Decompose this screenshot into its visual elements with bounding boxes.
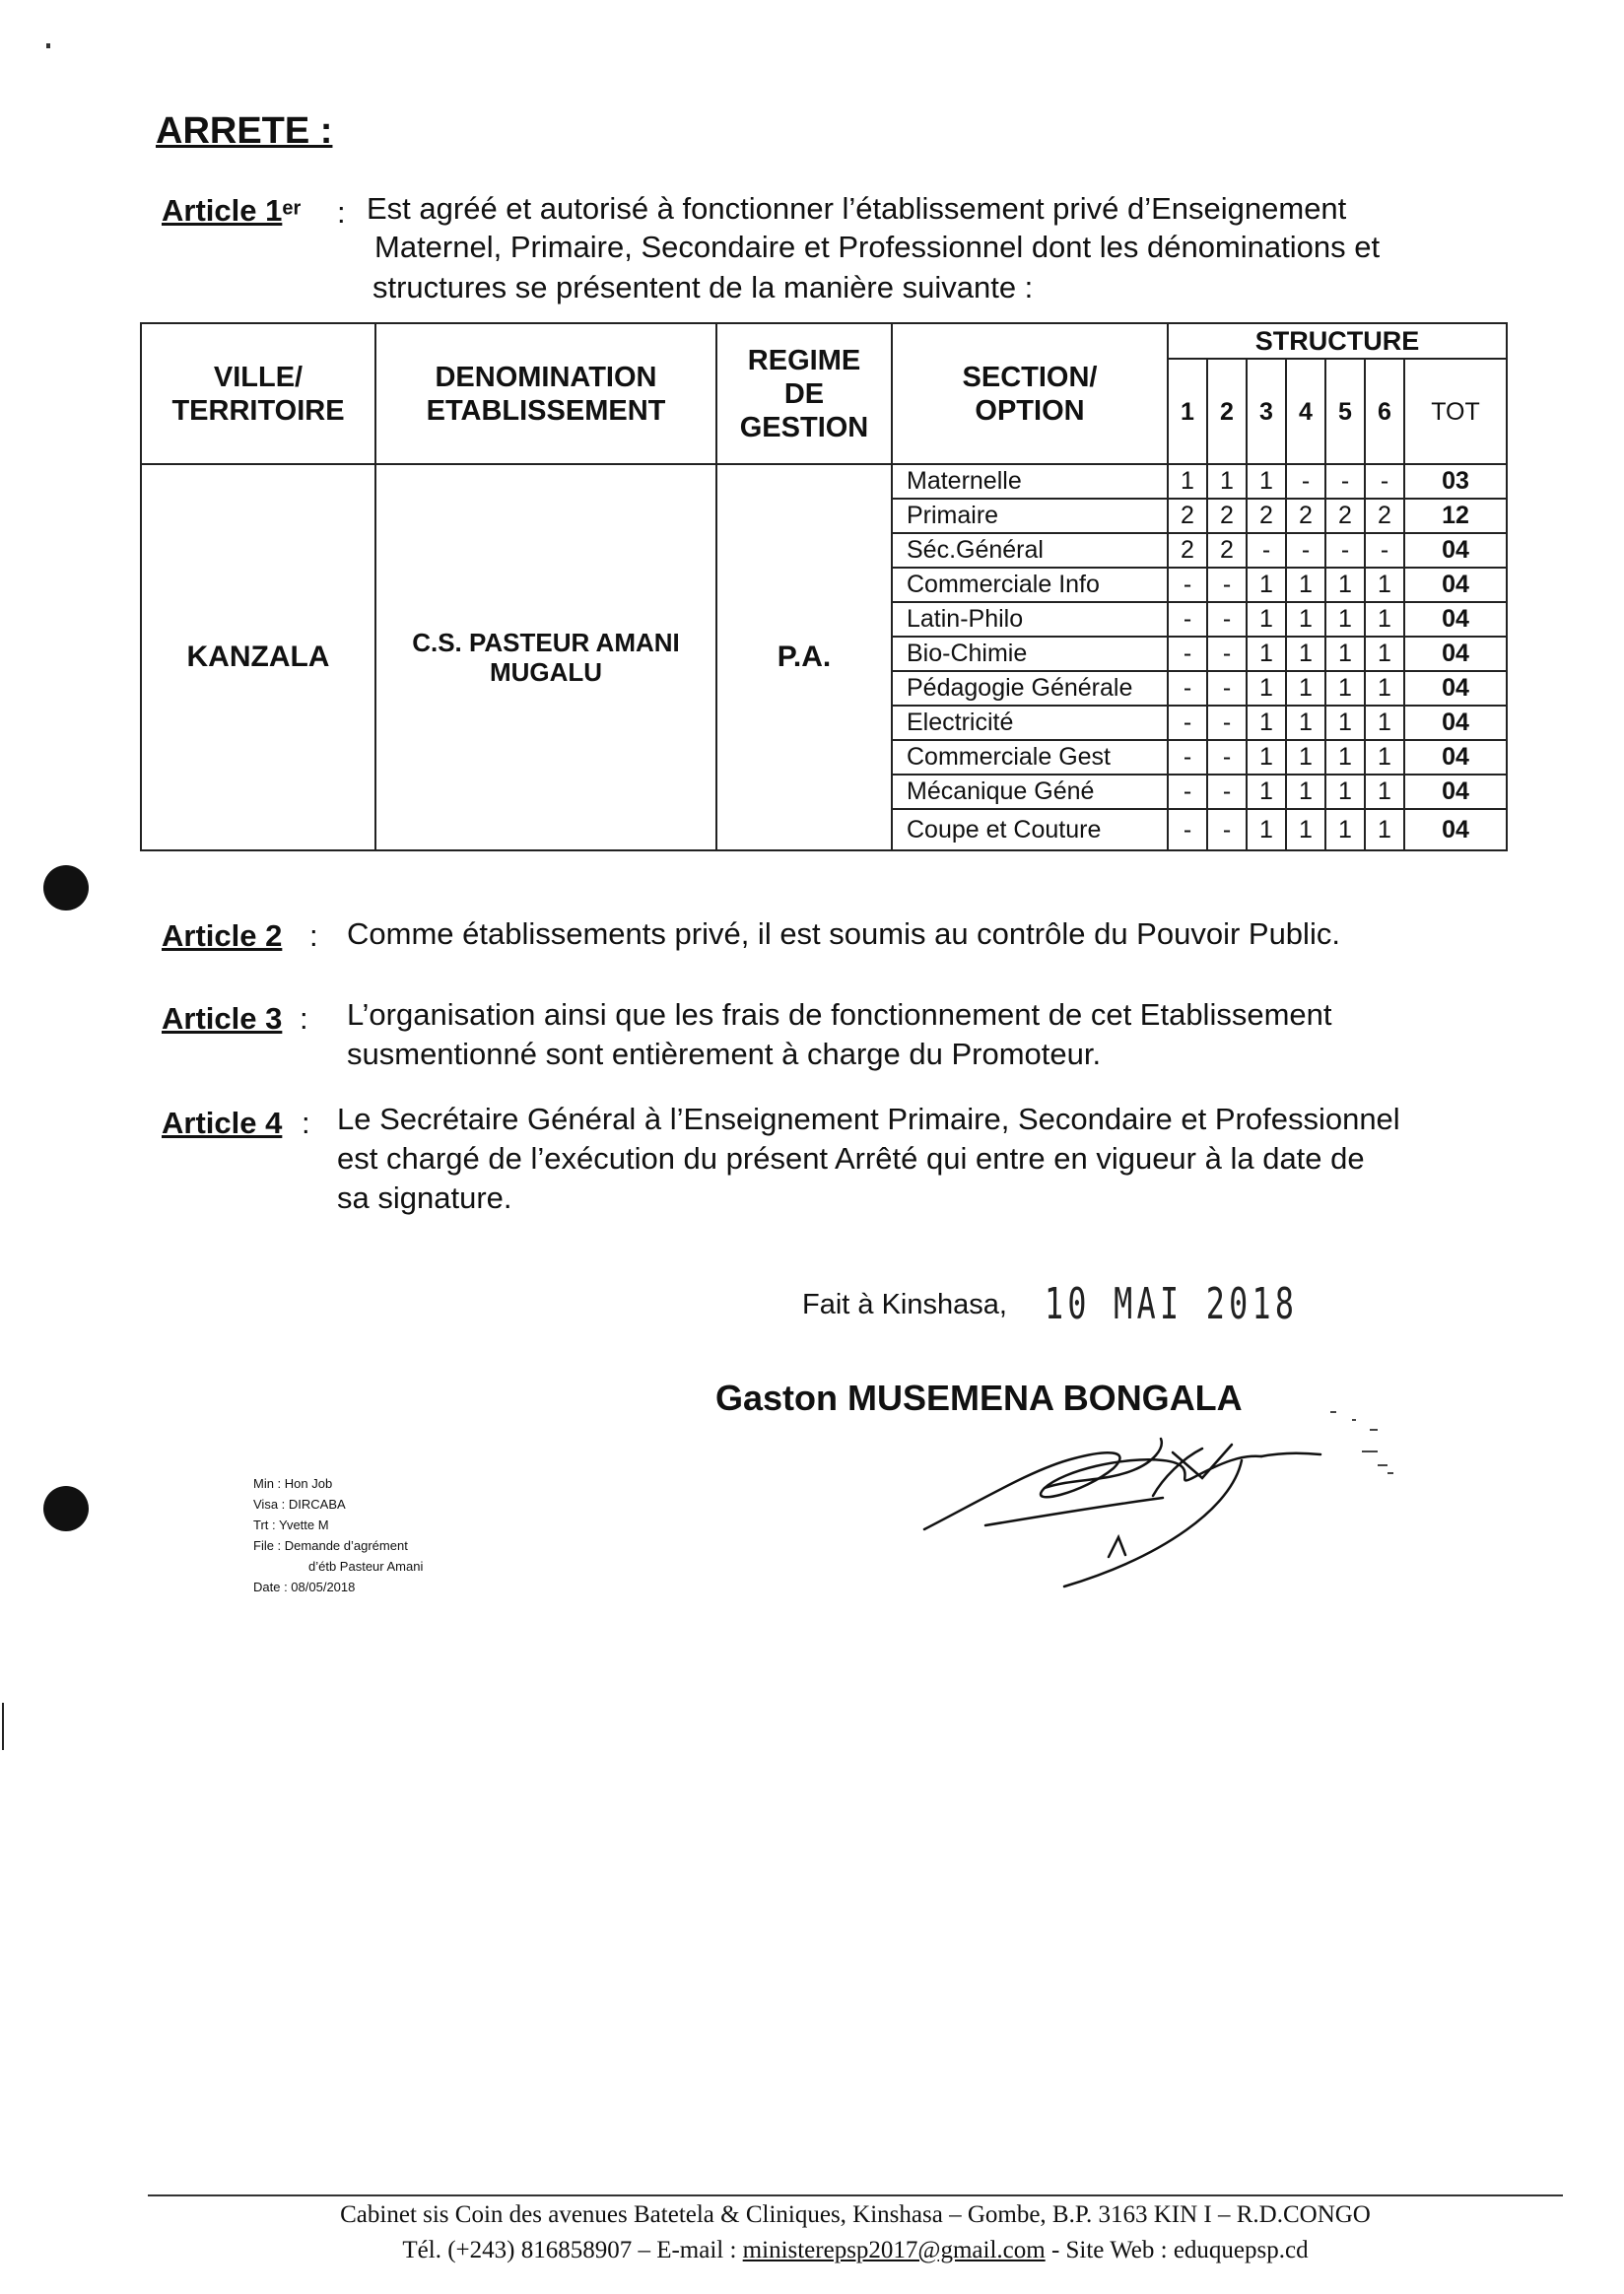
cell-section: Bio-Chimie	[892, 637, 1168, 671]
header-denomination: DENOMINATION ETABLISSEMENT	[375, 323, 716, 464]
article-4-label: Article 4	[162, 1106, 283, 1140]
cell-total: 04	[1404, 706, 1507, 740]
punch-hole-bottom	[43, 1486, 89, 1531]
cell-year-3: 2	[1247, 499, 1286, 533]
memo-line: Date : 08/05/2018	[253, 1580, 356, 1594]
cell-section: Commerciale Info	[892, 568, 1168, 602]
cell-year-4: 1	[1286, 706, 1325, 740]
cell-total: 04	[1404, 671, 1507, 706]
article-3-colon: :	[300, 1001, 308, 1036]
cell-year-5: 1	[1325, 706, 1365, 740]
header-structure: STRUCTURE	[1168, 323, 1507, 359]
cell-year-2: -	[1207, 706, 1247, 740]
cell-year-5: 1	[1325, 568, 1365, 602]
cell-year-2: -	[1207, 775, 1247, 809]
cell-total: 04	[1404, 740, 1507, 775]
footer-phone: Tél. (+243) 816858907 – E-mail :	[402, 2237, 743, 2263]
article-1-line-2: Maternel, Primaire, Secondaire et Professionnel dont les dénominations et	[374, 230, 1381, 264]
date-stamp: 10 MAI 2018	[1045, 1279, 1299, 1329]
cell-ville: KANZALA	[141, 464, 375, 850]
cell-year-2: -	[1207, 671, 1247, 706]
cell-year-1: -	[1168, 740, 1207, 775]
header-col-5: 5	[1325, 359, 1365, 464]
cell-year-6: 1	[1365, 568, 1404, 602]
memo-line: Min : Hon Job	[253, 1476, 333, 1491]
header-col-2: 2	[1207, 359, 1247, 464]
cell-year-1: -	[1168, 568, 1207, 602]
cell-year-2: 1	[1207, 464, 1247, 499]
cell-year-2: 2	[1207, 499, 1247, 533]
cell-section: Primaire	[892, 499, 1168, 533]
header-col-tot: TOT	[1404, 359, 1507, 464]
cell-year-1: -	[1168, 706, 1207, 740]
article-1-label-text: Article 1	[162, 193, 283, 228]
cell-total: 04	[1404, 533, 1507, 568]
cell-year-4: 1	[1286, 602, 1325, 637]
signatory-name: Gaston MUSEMENA BONGALA	[715, 1378, 1243, 1418]
article-2-label: Article 2	[162, 918, 283, 953]
cell-year-4: 1	[1286, 809, 1325, 850]
cell-year-6: -	[1365, 533, 1404, 568]
cell-section: Maternelle	[892, 464, 1168, 499]
article-1-label	[162, 193, 301, 229]
cell-year-3: 1	[1247, 671, 1286, 706]
cell-section: Electricité	[892, 706, 1168, 740]
cell-year-3: 1	[1247, 637, 1286, 671]
cell-year-4: 1	[1286, 740, 1325, 775]
cell-year-3: 1	[1247, 809, 1286, 850]
cell-year-6: 1	[1365, 706, 1404, 740]
cell-year-6: 1	[1365, 602, 1404, 637]
cell-year-5: 1	[1325, 775, 1365, 809]
header-col-3: 3	[1247, 359, 1286, 464]
article-3-line-2: susmentionné sont entièrement à charge du Promoteur.	[347, 1037, 1102, 1071]
cell-year-1: -	[1168, 602, 1207, 637]
article-4-line-3: sa signature.	[337, 1181, 512, 1215]
cell-year-2: -	[1207, 602, 1247, 637]
cell-year-4: -	[1286, 533, 1325, 568]
cell-year-5: 1	[1325, 809, 1365, 850]
cell-year-4: 1	[1286, 637, 1325, 671]
cell-year-6: 2	[1365, 499, 1404, 533]
cell-year-2: 2	[1207, 533, 1247, 568]
table-row	[141, 464, 1507, 499]
memo-line: Visa : DIRCABA	[253, 1497, 346, 1512]
cell-year-5: 2	[1325, 499, 1365, 533]
cell-year-3: -	[1247, 533, 1286, 568]
header-regime: REGIME DE GESTION	[716, 323, 892, 464]
header-ville: VILLE/ TERRITOIRE	[141, 323, 375, 464]
cell-total: 04	[1404, 602, 1507, 637]
cell-year-4: 1	[1286, 568, 1325, 602]
cell-year-6: -	[1365, 464, 1404, 499]
article-3-line-1: L’organisation ainsi que les frais de fonctionnement de cet Etablissement	[347, 997, 1332, 1032]
memo-line: Trt : Yvette M	[253, 1518, 329, 1532]
cell-total: 12	[1404, 499, 1507, 533]
cell-year-5: 1	[1325, 602, 1365, 637]
cell-total: 04	[1404, 809, 1507, 850]
cell-year-3: 1	[1247, 775, 1286, 809]
handwritten-signature	[907, 1380, 1439, 1616]
article-3-label: Article 3	[162, 1001, 283, 1036]
signature-place: Fait à Kinshasa,	[802, 1289, 1007, 1320]
footer-contact	[148, 2237, 1563, 2264]
cell-year-1: -	[1168, 637, 1207, 671]
article-2-line-1: Comme établissements privé, il est soumis au contrôle du Pouvoir Public.	[347, 916, 1340, 951]
cell-year-5: 1	[1325, 671, 1365, 706]
memo-block	[253, 1473, 423, 1597]
footer-email-link[interactable]: ministerepsp2017@gmail.com	[742, 2237, 1046, 2263]
cell-year-5: -	[1325, 533, 1365, 568]
cell-year-4: -	[1286, 464, 1325, 499]
article-1-line-1: Est agréé et autorisé à fonctionner l’établissement privé d’Enseignement	[367, 191, 1347, 226]
cell-section: Latin-Philo	[892, 602, 1168, 637]
footer-website: - Site Web : eduquepsp.cd	[1045, 2237, 1309, 2263]
cell-year-4: 1	[1286, 671, 1325, 706]
article-1-colon: :	[337, 195, 346, 230]
footer-address: Cabinet sis Coin des avenues Batetela & Cliniques, Kinshasa – Gombe, B.P. 3163 KIN I – R.D.CONGO	[340, 2201, 1371, 2228]
scan-speck	[46, 43, 50, 48]
cell-total: 04	[1404, 775, 1507, 809]
cell-year-6: 1	[1365, 740, 1404, 775]
cell-year-6: 1	[1365, 809, 1404, 850]
cell-section: Commerciale Gest	[892, 740, 1168, 775]
cell-year-1: -	[1168, 775, 1207, 809]
article-4-line-2: est chargé de l’exécution du présent Arrêté qui entre en vigueur à la date de	[337, 1141, 1365, 1176]
article-1-label-sup: er	[282, 197, 302, 220]
article-2-colon: :	[309, 918, 318, 953]
cell-year-3: 1	[1247, 602, 1286, 637]
structure-table	[140, 322, 1508, 851]
footer-divider	[148, 2194, 1563, 2196]
cell-year-1: 2	[1168, 533, 1207, 568]
article-4-line-1: Le Secrétaire Général à l’Enseignement Primaire, Secondaire et Professionnel	[337, 1102, 1400, 1136]
header-section: SECTION/ OPTION	[892, 323, 1168, 464]
cell-year-5: 1	[1325, 637, 1365, 671]
cell-year-3: 1	[1247, 706, 1286, 740]
header-col-4: 4	[1286, 359, 1325, 464]
cell-year-3: 1	[1247, 740, 1286, 775]
memo-line: File : Demande d’agrément	[253, 1538, 408, 1553]
cell-year-1: 1	[1168, 464, 1207, 499]
cell-section: Séc.Général	[892, 533, 1168, 568]
document-heading: ARRETE :	[156, 110, 333, 152]
cell-year-3: 1	[1247, 568, 1286, 602]
cell-year-2: -	[1207, 637, 1247, 671]
article-4-colon: :	[302, 1106, 310, 1140]
cell-year-5: 1	[1325, 740, 1365, 775]
article-1-line-3: structures se présentent de la manière suivante :	[372, 270, 1034, 304]
cell-total: 04	[1404, 568, 1507, 602]
cell-year-2: -	[1207, 740, 1247, 775]
cell-section: Pédagogie Générale	[892, 671, 1168, 706]
cell-year-2: -	[1207, 568, 1247, 602]
cell-year-4: 1	[1286, 775, 1325, 809]
cell-year-5: -	[1325, 464, 1365, 499]
header-col-1: 1	[1168, 359, 1207, 464]
cell-section: Coupe et Couture	[892, 809, 1168, 850]
cell-regime: P.A.	[716, 464, 892, 850]
cell-year-1: 2	[1168, 499, 1207, 533]
cell-year-6: 1	[1365, 671, 1404, 706]
table-body	[141, 464, 1507, 850]
cell-year-2: -	[1207, 809, 1247, 850]
scan-edge-mark	[2, 1703, 4, 1750]
cell-year-1: -	[1168, 809, 1207, 850]
cell-year-1: -	[1168, 671, 1207, 706]
header-col-6: 6	[1365, 359, 1404, 464]
punch-hole-top	[43, 865, 89, 911]
cell-year-3: 1	[1247, 464, 1286, 499]
cell-year-6: 1	[1365, 637, 1404, 671]
cell-total: 04	[1404, 637, 1507, 671]
cell-denomination: C.S. PASTEUR AMANI MUGALU	[375, 464, 716, 850]
memo-line: d’étb Pasteur Amani	[308, 1559, 424, 1574]
cell-section: Mécanique Géné	[892, 775, 1168, 809]
cell-total: 03	[1404, 464, 1507, 499]
cell-year-4: 2	[1286, 499, 1325, 533]
cell-year-6: 1	[1365, 775, 1404, 809]
